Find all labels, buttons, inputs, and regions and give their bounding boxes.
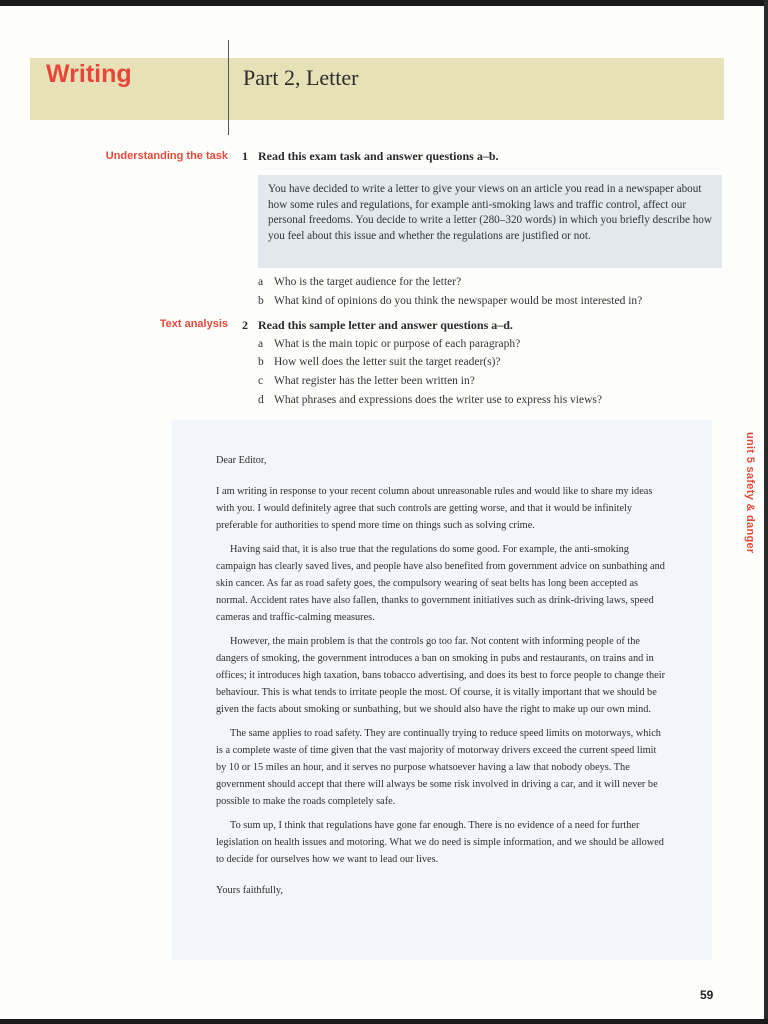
item-text: Who is the target audience for the letter? — [274, 276, 462, 288]
letter-paragraph: To sum up, I think that regulations have gone far enough. There is no evidence of a need for further legislation on health issues and motoring. What we do need is simple information, and we should be allowed to decide for ourselves how we want to lead our lives. — [216, 820, 664, 865]
sample-letter — [216, 452, 668, 906]
letter-paragraph: The same applies to road safety. They are continually trying to reduce speed limits on motorways, which is a complete waste of time given that the vast majority of motorway drivers exceed the current speed limit by 10 or 15 miles an hour, and it serves no purpose whatsoever having a law that nobody obeys. The government should accept that there will always be some risk involved in driving a car, and it will never be possible to make the roads completely safe. — [216, 728, 661, 807]
item-letter: c — [258, 375, 264, 387]
label-text-analysis: Text analysis — [159, 318, 228, 330]
item-letter: a — [258, 338, 264, 350]
question-1-item-b — [258, 295, 642, 307]
letter-salutation: Dear Editor, — [216, 455, 267, 466]
exam-task-text: You have decided to write a letter to give your views on an article you read in a newspaper about how some rules and regulations, for example anti-smoking laws and traffic control, affect our personal freedoms. You decide to write a letter (280–320 words) in which you briefly describe how you feel about this issue and whether the regulations are justified or not. — [268, 183, 712, 242]
item-letter: d — [258, 394, 264, 406]
item-text: What kind of opinions do you think the newspaper would be most interested in? — [274, 295, 643, 307]
letter-closing: Yours faithfully, — [216, 885, 283, 896]
item-text: What register has the letter been written in? — [274, 375, 475, 387]
scan-edge-bottom — [0, 1019, 768, 1024]
question-2-item-a — [258, 338, 520, 350]
scan-edge-right — [764, 0, 768, 1024]
item-letter: b — [258, 295, 264, 307]
letter-paragraph: However, the main problem is that the controls go too far. Not content with informing people of the dangers of smoking, the government introduces a ban on smoking in pubs and restaurants, on trains and in offices; it introduces high taxation, bans tobacco advertising, and does its best to force people to change their behaviour. This is what tends to irritate people the most. Of course, it is vitally important that we should be given the facts about smoking or sunbathing, but we should also have the right to make up our own mind. — [216, 636, 666, 715]
question-2-item-d — [258, 394, 602, 406]
unit-tab: unit 5 safety & danger — [744, 432, 756, 554]
question-2-item-c — [258, 375, 475, 387]
header-divider — [228, 40, 229, 135]
page-number: 59 — [700, 988, 714, 1002]
item-text: What phrases and expressions does the writer use to express his views? — [274, 394, 602, 406]
label-understanding-task: Understanding the task — [105, 150, 228, 162]
question-1-item-a — [258, 276, 461, 288]
part-title: Part 2, Letter — [243, 65, 359, 90]
scan-edge-top — [0, 0, 768, 6]
question-2-number: 2 — [242, 318, 248, 332]
item-letter: b — [258, 356, 264, 368]
question-2-item-b — [258, 356, 501, 368]
item-letter: a — [258, 276, 264, 288]
letter-paragraph: Having said that, it is also true that the regulations do some good. For example, the anti-smoking campaign has clearly saved lives, and people have also benefited from government advice on sunbathing and skin cancer. As far as road safety goes, the compulsory wearing of seat belts has long been accepted as normal. Accident rates have also fallen, thanks to government initiatives such as drink-driving laws, speed cameras and traffic-calming measures. — [216, 544, 665, 623]
letter-paragraph: I am writing in response to your recent column about unreasonable rules and would like to share my ideas with you. I would definitely agree that such controls are getting worse, and that it would be infinitely preferable for authorities to spend more time on things such as solving crime. — [216, 486, 653, 531]
item-text: What is the main topic or purpose of each paragraph? — [274, 338, 521, 350]
question-1-heading: Read this exam task and answer questions a–b. — [258, 149, 499, 163]
question-1-number: 1 — [242, 149, 248, 163]
header-band — [30, 58, 724, 120]
section-title: Writing — [46, 60, 132, 88]
item-text: How well does the letter suit the target reader(s)? — [274, 356, 501, 368]
question-2-heading: Read this sample letter and answer questions a–d. — [258, 318, 513, 332]
